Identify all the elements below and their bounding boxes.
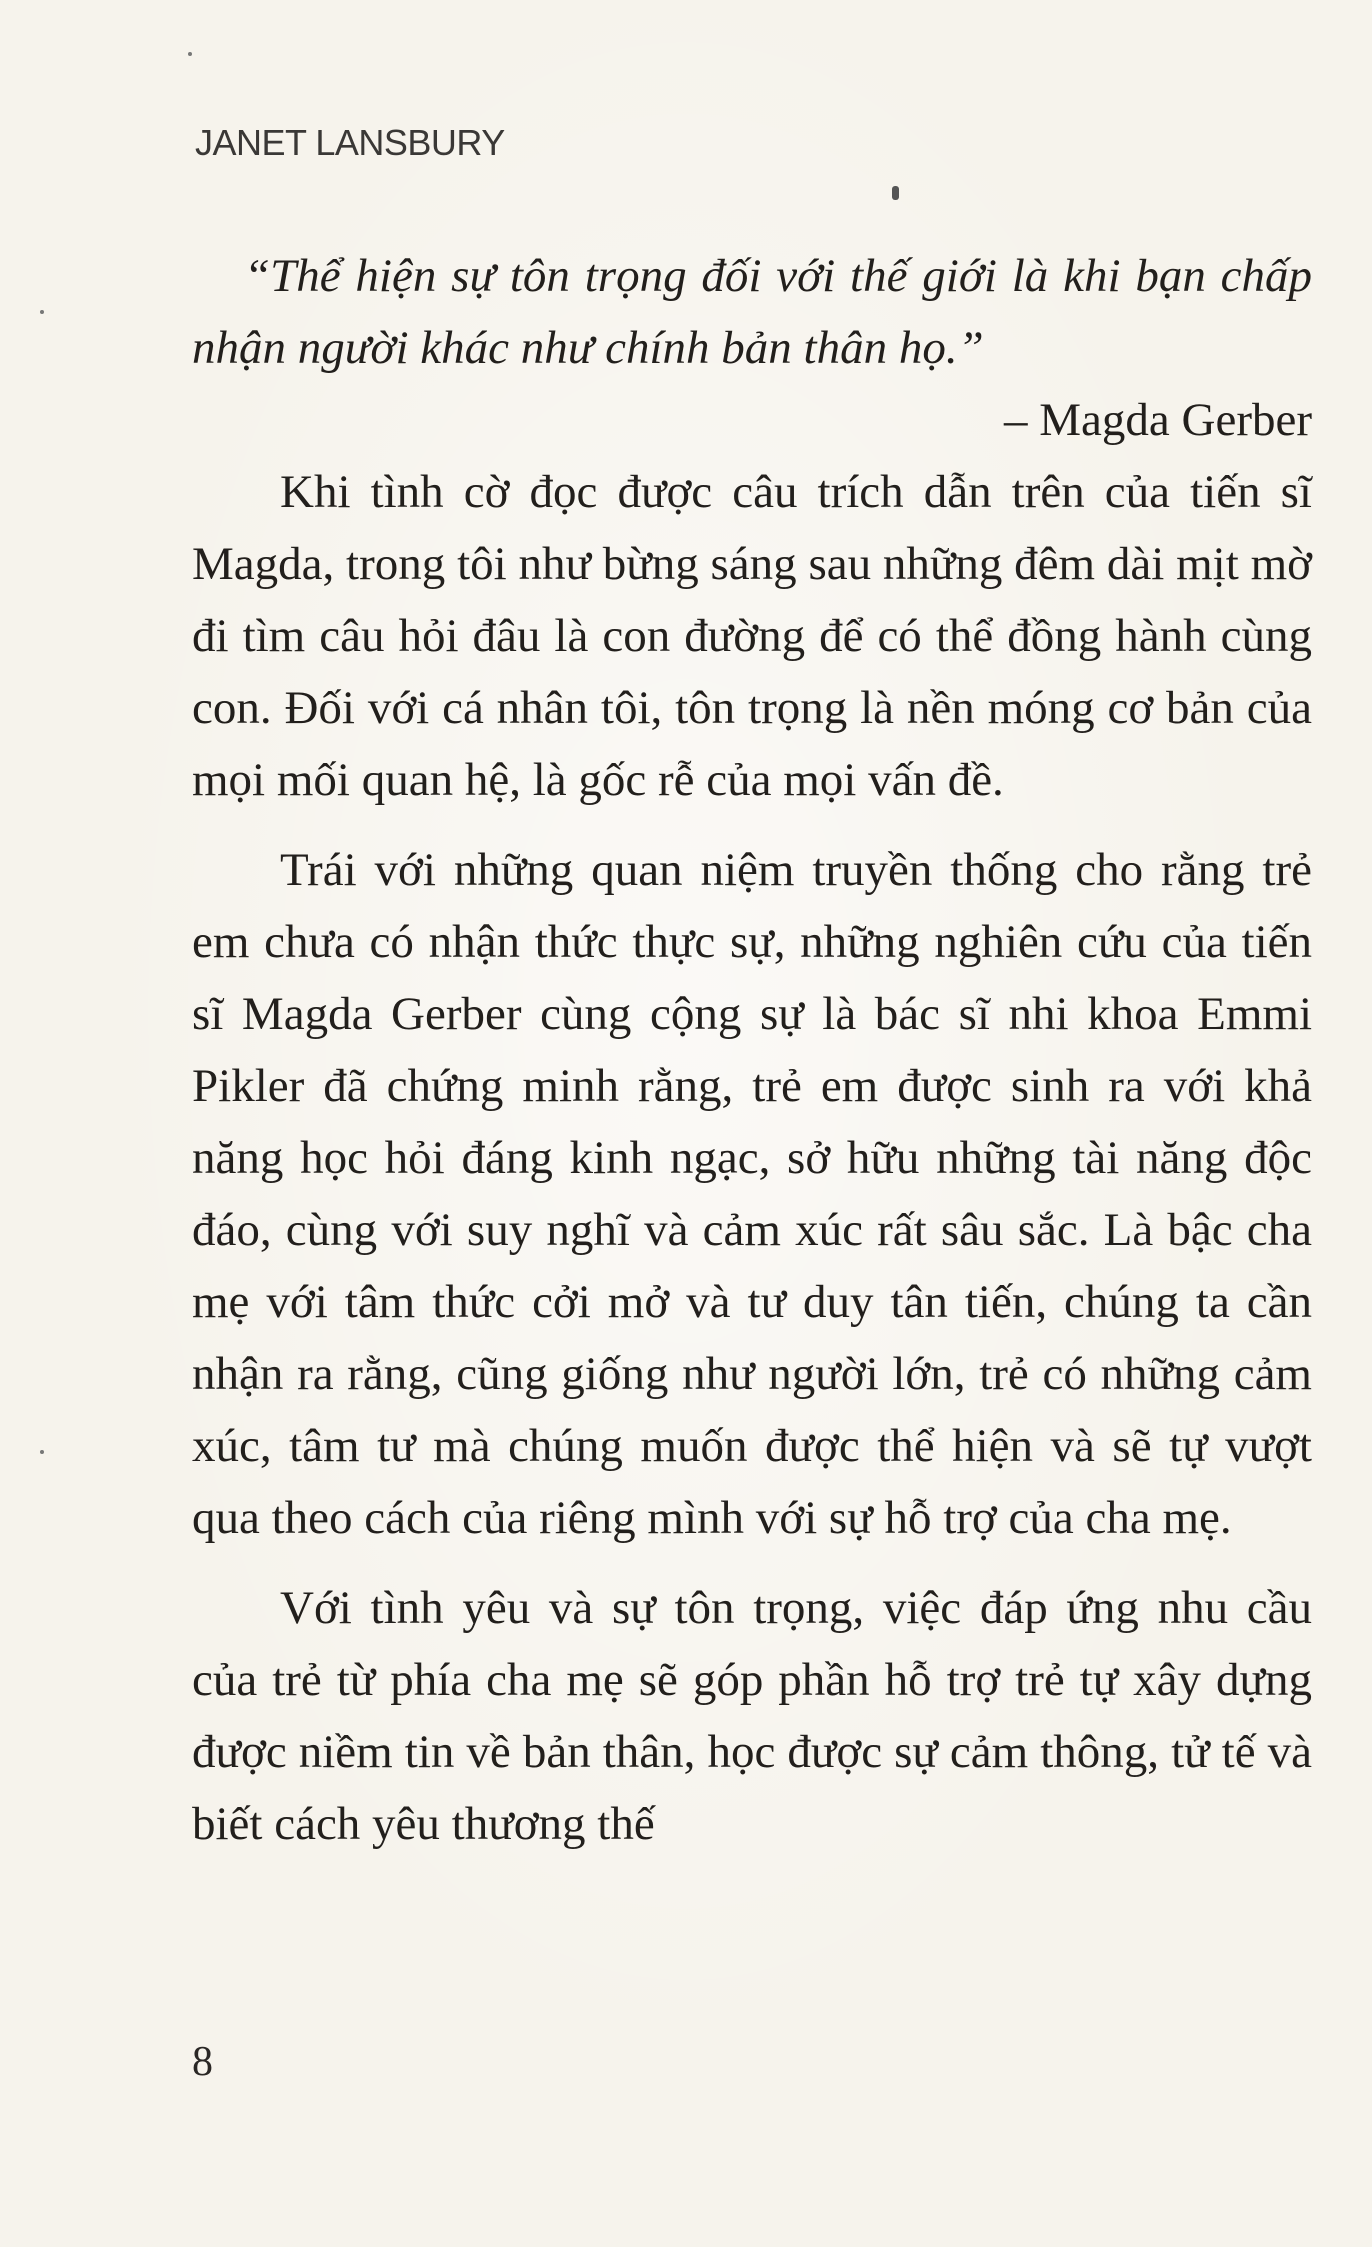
epigraph-quote: “Thể hiện sự tôn trọng đối với thế giới là khi bạn chấp nhận người khác như chính bản thân họ.” — [192, 250, 1312, 374]
paragraph: Khi tình cờ đọc được câu trích dẫn trên của tiến sĩ Magda, trong tôi như bừng sáng sau những đêm dài mịt mờ đi tìm câu hỏi đâu là con đường để có thể đồng hành cùng con. Đối với cá nhân tôi, tôn trọng là nền móng cơ bản của mọi mối quan hệ, là gốc rễ của mọi vấn đề. — [192, 466, 1312, 806]
paragraph: Với tình yêu và sự tôn trọng, việc đáp ứng nhu cầu của trẻ từ phía cha mẹ sẽ góp phần hỗ trợ trẻ tự xây dựng được niềm tin về bản thân, học được sự cảm thông, tử tế và biết cách yêu thương thế — [192, 1582, 1312, 1850]
scan-speck — [188, 52, 192, 56]
scan-speck — [40, 1450, 44, 1454]
scan-mark — [892, 186, 899, 200]
page-content — [192, 240, 1312, 1860]
running-head: JANET LANSBURY — [195, 122, 505, 163]
scan-speck — [40, 310, 44, 314]
paragraph: Trái với những quan niệm truyền thống cho rằng trẻ em chưa có nhận thức thực sự, những nghiên cứu của tiến sĩ Magda Gerber cùng cộng sự là bác sĩ nhi khoa Emmi Pikler đã chứng minh rằng, trẻ em được sinh ra với khả năng học hỏi đáng kinh ngạc, sở hữu những tài năng độc đáo, cùng với suy nghĩ và cảm xúc rất sâu sắc. Là bậc cha mẹ với tâm thức cởi mở và tư duy tân tiến, chúng ta cần nhận ra rằng, cũng giống như người lớn, trẻ có những cảm xúc, tâm tư mà chúng muốn được thể hiện và sẽ tự vượt qua theo cách của riêng mình với sự hỗ trợ của cha mẹ. — [192, 844, 1312, 1544]
page-number: 8 — [192, 2039, 213, 2085]
epigraph-attribution: – Magda Gerber — [1004, 394, 1312, 446]
